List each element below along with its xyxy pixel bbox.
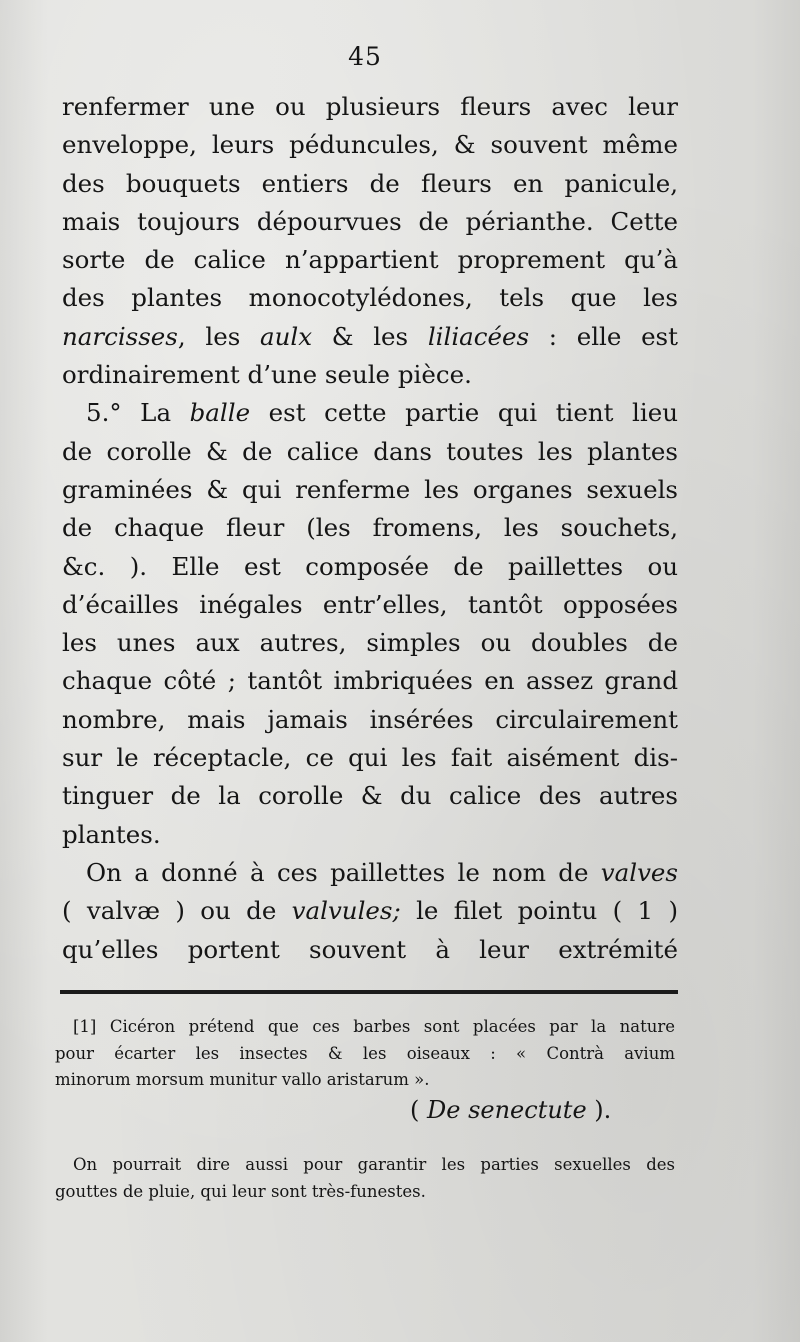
text-line: de corolle & de calice dans toutes les plantes <box>62 436 678 466</box>
text-line: qu’elles portent souvent à leur extrémité <box>62 934 678 964</box>
citation: ( De senectute ). <box>410 1096 612 1124</box>
text-line: ( valvæ ) ou de valvules; le filet pointu ( 1 ) <box>62 896 679 926</box>
text-line: mais toujours dépourvues de périanthe. Cette <box>62 206 678 236</box>
text-line: plantes. <box>62 819 161 849</box>
text-line: sur le réceptacle, ce qui les fait aisément dis- <box>62 743 678 773</box>
text-line: &c. ). Elle est composée de paillettes ou <box>62 551 678 581</box>
italic-term: valves <box>600 857 678 887</box>
main-text <box>62 88 678 969</box>
page-number: 45 <box>348 42 382 71</box>
text-line: 5.° La balle est cette partie qui tient lieu <box>86 398 678 428</box>
citation-title: De senectute <box>427 1096 587 1124</box>
footnote-line: gouttes de pluie, qui leur sont très-funestes. <box>55 1181 426 1201</box>
text-line: de chaque fleur (les fromens, les souchets, <box>62 513 678 543</box>
text-line: enveloppe, leurs péduncules, & souvent même <box>62 130 678 160</box>
text-line: des plantes monocotylédones, tels que les <box>62 283 678 313</box>
text-line: graminées & qui renferme les organes sexuels <box>62 474 678 504</box>
footnote-line: pour écarter les insectes & les oiseaux : « Contrà avium <box>55 1043 675 1063</box>
text-line: tinguer de la corolle & du calice des autres <box>62 781 678 811</box>
text-line: nombre, mais jamais insérées circulairement <box>62 704 678 734</box>
text-line: ordinairement d’une seule pièce. <box>62 360 472 390</box>
text-line: les unes aux autres, simples ou doubles de <box>62 628 678 658</box>
footnote-line: On pourrait dire aussi pour garantir les parties sexuelles des <box>73 1155 675 1174</box>
footnote-rule <box>60 990 678 994</box>
text-line: On a donné à ces paillettes le nom de valves <box>86 857 678 887</box>
text-line: des bouquets entiers de fleurs en panicule, <box>62 168 678 198</box>
footnote-line: [1] Cicéron prétend que ces barbes sont placées par la nature <box>73 1017 675 1036</box>
footnote-2 <box>55 1152 675 1205</box>
text-line: chaque côté ; tantôt imbriquées en assez grand <box>62 666 678 696</box>
footnote-line: minorum morsum munitur vallo aristarum ». <box>55 1070 430 1089</box>
text-line: d’écailles inégales entr’elles, tantôt opposées <box>62 589 678 619</box>
italic-term: aulx <box>259 321 313 351</box>
italic-term: liliacées <box>427 321 530 351</box>
footnote-1 <box>55 1014 675 1094</box>
text-line: narcisses, les aulx & les liliacées : elle est <box>62 321 678 351</box>
text-line: renfermer une ou plusieurs fleurs avec leur <box>62 92 678 121</box>
italic-term: balle <box>189 398 251 428</box>
italic-term: valvules; <box>291 896 401 926</box>
italic-term: narcisses <box>62 321 178 351</box>
text-line: sorte de calice n’appartient proprement qu’à <box>62 245 678 275</box>
